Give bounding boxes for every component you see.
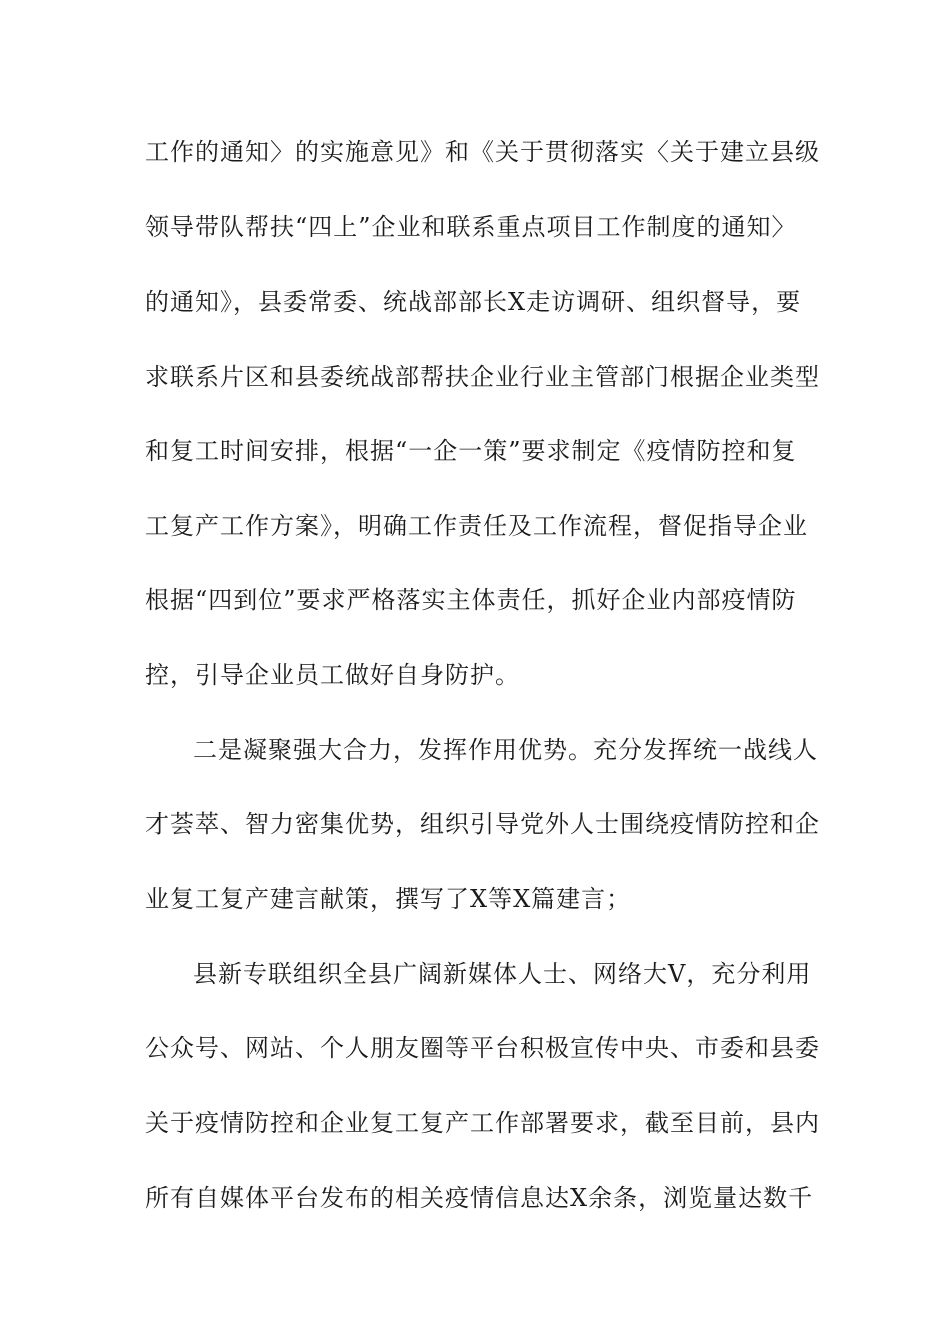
text-line: 求联系片区和县委统战部帮扶企业行业主管部门根据企业类型 [145, 363, 820, 391]
text-line: 公众号、网站、个人朋友圈等平台积极宣传中央、市委和县委 [145, 1034, 820, 1062]
text-line: 领导带队帮扶“四上”企业和联系重点项目工作制度的通知〉 [145, 213, 797, 241]
text-line: 工作的通知〉的实施意见》和《关于贯彻落实〈关于建立县级 [145, 138, 820, 166]
text-line: 的通知》，县委常委、统战部部长X走访调研、组织督导，要 [145, 288, 802, 316]
text-line: 关于疫情防控和企业复工复产工作部署要求，截至目前，县内 [145, 1109, 820, 1137]
text-line: 工复产工作方案》，明确工作责任及工作流程，督促指导企业 [145, 512, 808, 540]
text-line: 和复工时间安排，根据“一企一策”要求制定《疫情防控和复 [145, 437, 797, 465]
text-line: 业复工复产建言献策，撰写了X等X篇建言； [145, 885, 632, 913]
text-line: 根据“四到位”要求严格落实主体责任，抓好企业内部疫情防 [145, 586, 797, 614]
paragraph-start-line: 县新专联组织全县广阔新媒体人士、网络大V，充分利用 [193, 960, 812, 988]
text-line: 才荟萃、智力密集优势，组织引导党外人士围绕疫情防控和企 [145, 810, 820, 838]
text-line: 控，引导企业员工做好自身防护。 [145, 661, 520, 689]
text-line: 所有自媒体平台发布的相关疫情信息达X余条，浏览量达数千 [145, 1184, 814, 1212]
paragraph-start-line: 二是凝聚强大合力，发挥作用优势。充分发挥统一战线人 [193, 736, 818, 764]
